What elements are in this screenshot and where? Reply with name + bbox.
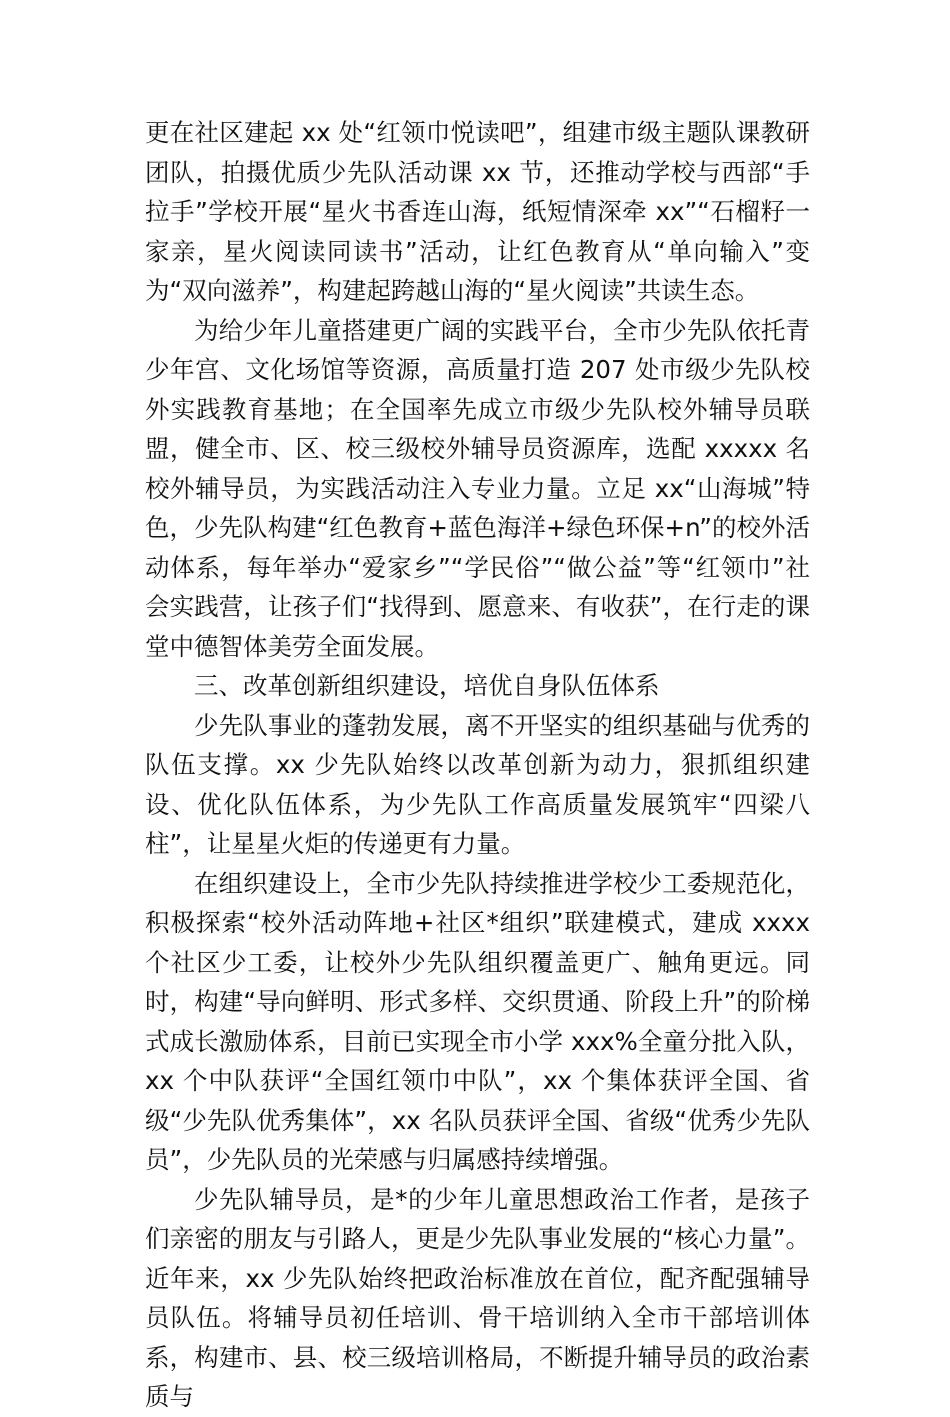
paragraph-continuation: 更在社区建起 xx 处“红领巾悦读吧”，组建市级主题队课教研团队，拍摄优质少先队活动课 xx 节，还推动学校与西部“手拉手”学校开展“星火书香连山海，纸短情深牵 xx”“石榴籽一家亲，星火阅读同读书”活动，让红色教育从“单向输入”变为“双向滋养”，构建起跨越山海的“星火阅读”共读生态。 [145,118,810,305]
paragraph-organization-building: 在组织建设上，全市少先队持续推进学校少工委规范化，积极探索“校外活动阵地+社区*组织”联建模式，建成 xxxx 个社区少工委，让校外少先队组织覆盖更广、触角更远。同时，构建“导向鲜明、形式多样、交织贯通、阶段上升”的阶梯式成长激励体系，目前已实现全市小学 xxx%全童分批入队，xx 个中队获评“全国红领巾中队”，xx 个集体获评全国、省级“少先队优秀集体”，xx 名队员获评全国、省级“优秀少先队员”，少先队员的光荣感与归属感持续增强。 [145,868,810,1174]
paragraph-counselors: 少先队辅导员，是*的少年儿童思想政治工作者，是孩子们亲密的朋友与引路人，更是少先队事业发展的“核心力量”。近年来，xx 少先队始终把政治标准放在首位，配齐配强辅导员队伍。将辅导员初任培训、骨干培训纳入全市干部培训体系，构建市、县、校三级培训格局，不断提升辅导员的政治素质与 [145,1184,810,1411]
paragraph-organization-intro: 少先队事业的蓬勃发展，离不开坚实的组织基础与优秀的队伍支撑。xx 少先队始终以改革创新为动力，狠抓组织建设、优化队伍体系，为少先队工作高质量发展筑牢“四梁八柱”，让星星火炬的传递更有力量。 [145,710,810,858]
paragraph-practice-platform: 为给少年儿童搭建更广阔的实践平台，全市少先队依托青少年宫、文化场馆等资源，高质量打造 207 处市级少先队校外实践教育基地；在全国率先成立市级少先队校外辅导员联盟，健全市、区、校三级校外辅导员资源库，选配 xxxxx 名校外辅导员，为实践活动注入专业力量。立足 xx“山海城”特色，少先队构建“红色教育+蓝色海洋+绿色环保+n”的校外活动体系，每年举办“爱家乡”“学民俗”“做公益”等“红领巾”社会实践营，让孩子们“找得到、愿意来、有收获”，在行走的课堂中德智体美劳全面发展。 [145,315,810,661]
document-body [145,113,810,1417]
section-heading: 三、改革创新组织建设，培优自身队伍体系 [194,671,660,700]
